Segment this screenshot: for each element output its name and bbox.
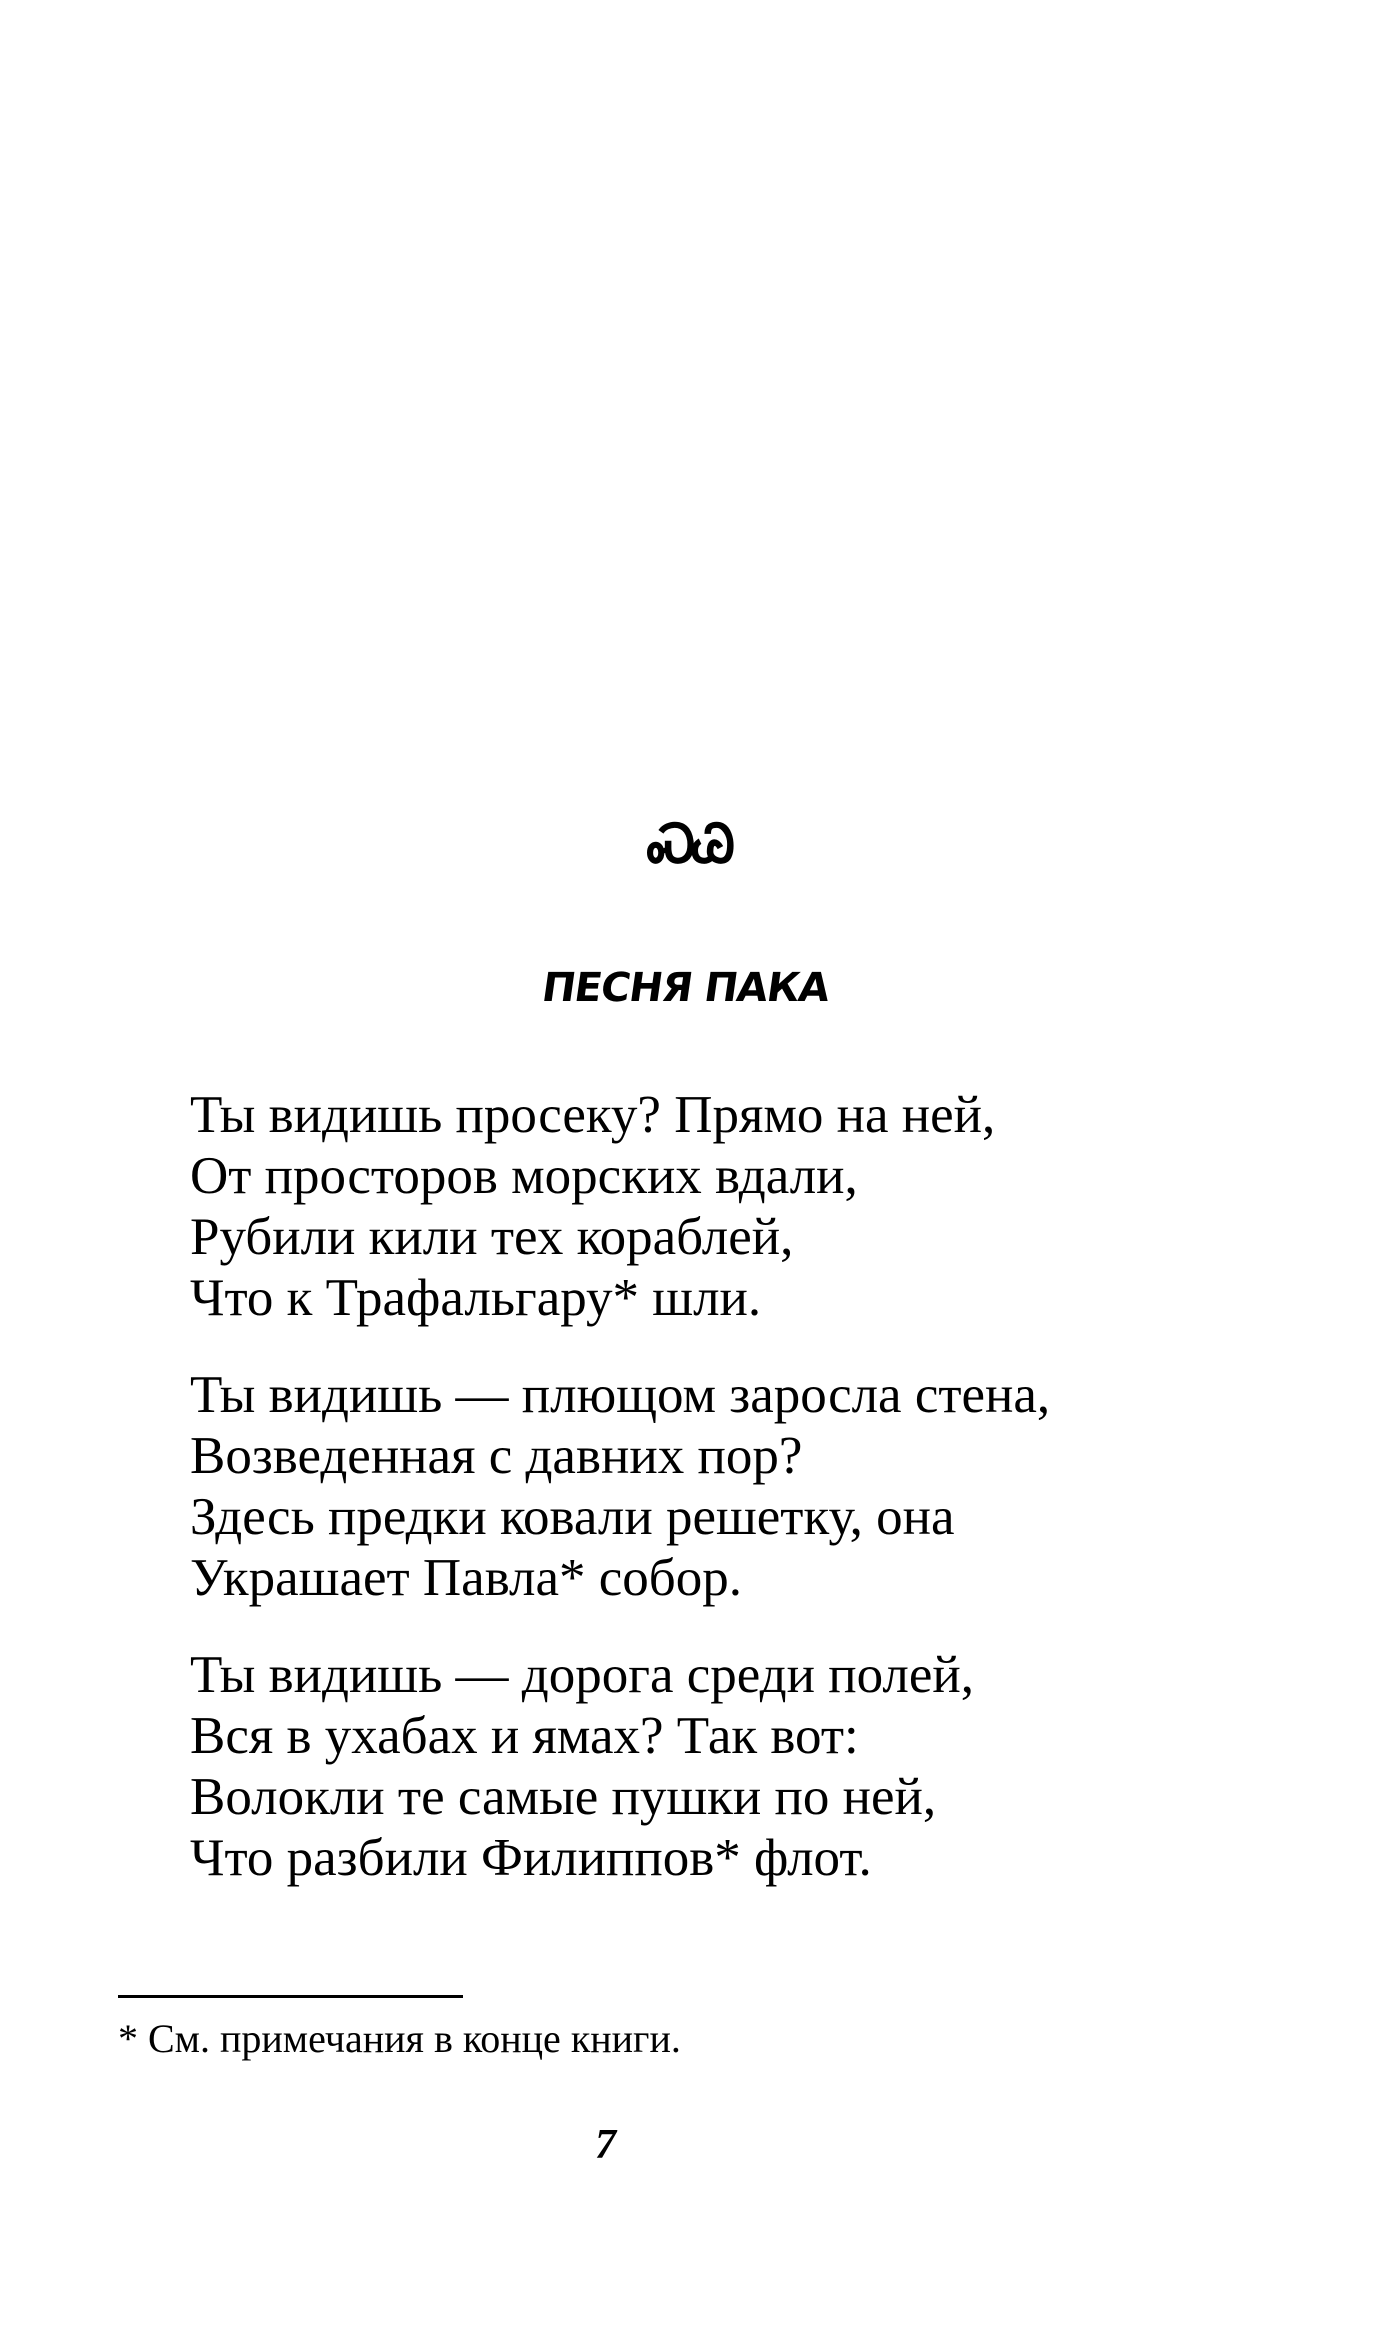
page-number: 7 [595,2122,616,2168]
poem-line: Вся в ухабах и ямах? Так вот: [190,1707,859,1765]
poem-line: Ты видишь — плющом заросла стена, [190,1366,1051,1424]
poem-line: Здесь предки ковали решетку, она [190,1488,955,1546]
poem-title: ПЕСНЯ ПАКА [539,965,832,1011]
footnote-text: * См. примечания в конце книги. [118,2016,681,2061]
poem-line: Что к Трафальгару* шли. [190,1269,762,1327]
poem-line: Ты видишь просеку? Прямо на ней, [190,1086,996,1144]
poem-line: Ты видишь — дорога среди полей, [190,1646,974,1704]
poem-body [190,1085,1190,1925]
footnote-divider [118,1995,463,1998]
poem-line: Что разбили Филиппов* флот. [190,1829,872,1887]
stanza-2 [190,1365,1190,1609]
poem-line: От просторов морских вдали, [190,1147,858,1205]
poem-line: Украшает Павла* собор. [190,1549,742,1607]
stanza-1 [190,1085,1190,1329]
ornament-glyph: ᏍᏊ [647,815,732,875]
poem-line: Рубили кили тех кораблей, [190,1208,794,1266]
poem-line: Возведенная с давних пор? [190,1427,803,1485]
stanza-3 [190,1645,1190,1889]
poem-line: Волокли те самые пушки по ней, [190,1768,937,1826]
